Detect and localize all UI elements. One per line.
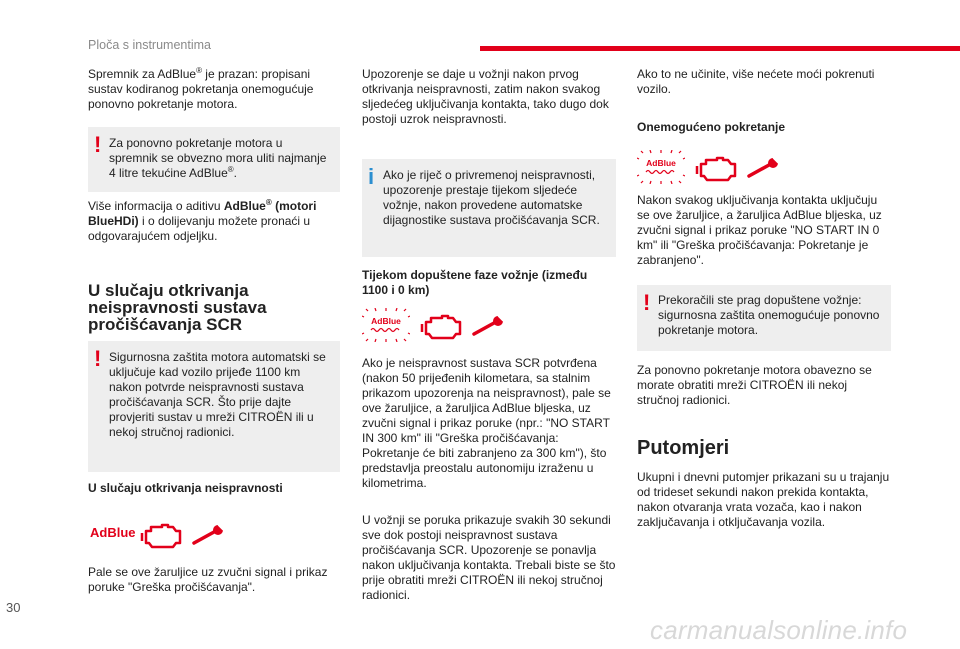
- header-accent-bar: [480, 46, 960, 51]
- info-icon: i: [368, 164, 375, 189]
- engine-lamp-icon: [695, 152, 739, 184]
- adblue-lamp-icon: AdBlue: [90, 525, 136, 540]
- col3-warning-text: Prekoračili ste prag dopuštene vožnje: sigurnosna zaštita onemogućuje ponovno pokretanje motora.: [658, 293, 880, 337]
- col3-subheading: Onemogućeno pokretanje: [637, 120, 786, 134]
- col2-info-box: [362, 159, 616, 257]
- col1-heading: U slučaju otkrivanja neispravnosti sustava pročišćavanja SCR: [88, 281, 267, 334]
- col1-warning-lamps: [88, 519, 248, 555]
- col3-heading: Putomjeri: [637, 437, 730, 459]
- warning-exclamation-icon: !: [643, 290, 651, 315]
- col1-warning-box-2: [88, 341, 340, 472]
- wrench-lamp-icon: [747, 156, 783, 180]
- col1-more-info: Više informacija o aditivu AdBlue® (motori BlueHDi) i o dolijevanju možete pronaći u odgovarajućem odjeljku.: [88, 198, 317, 243]
- col1-subheading: U slučaju otkrivanja neispravnosti: [88, 481, 283, 495]
- col1-warning-box: [88, 127, 340, 192]
- col1-intro: Spremnik za AdBlue® je prazan: propisani sustav kodiranog pokretanja onemogućuje ponovno pokretanje motora.: [88, 66, 314, 111]
- col1-bottom-text: Pale se ove žaruljice uz zvučni signal i prikaz poruke "Greška pročišćavanja".: [88, 565, 328, 594]
- col2-intro: Upozorenje se daje u vožnji nakon prvog otkrivanja neispravnosti, zatim nakon svakog sljedećeg uključivanja kontakta, tako dugo dok postoji uzrok neispravnosti.: [362, 67, 609, 126]
- warning-exclamation-icon: !: [94, 132, 102, 157]
- col1-warning2-text: Sigurnosna zaštita motora automatski se uključuje kad vozilo prijeđe 1100 km nakon potvrde neispravnosti sustava pročišćavanja SCR. Što prije dajte provjeriti sustav u mreži CITROËN ili u nekoj stručnoj radionici.: [109, 350, 326, 439]
- engine-lamp-icon: [420, 310, 464, 342]
- col3-warning-lamps: [637, 150, 797, 186]
- col3-para3: Ukupni i dnevni putomjer prikazani su u trajanju od trideset sekundi nakon prekida kontakta, nakon otvaranja vrata vozača, kao i nakon zaključavanja i otključavanja vozila.: [637, 470, 890, 529]
- col2-subheading: Tijekom dopuštene faze vožnje (između 1100 i 0 km): [362, 268, 588, 297]
- wrench-lamp-icon: [472, 314, 508, 338]
- adblue-flashing-lamp-icon: [637, 150, 685, 184]
- col3-warning-box: [637, 285, 891, 351]
- col2-para1: Ako je neispravnost sustava SCR potvrđena (nakon 50 prijeđenih kilometara, sa stalnim prikazom upozorenja na neispravnost), pale se ove žaruljice, a žaruljica AdBlue bljeska, uz zvučni signal i prikaz poruke (npr.: "NO START IN 300 km" ili "Greška pročišćavanja: Pokretanje će biti zabranjeno za 300 km"), što predstavlja preostalu autonomiju izraženu u kilometrima.: [362, 356, 611, 490]
- warning-exclamation-icon: !: [94, 346, 102, 371]
- engine-lamp-icon: [140, 519, 184, 551]
- col3-intro: Ako to ne učinite, više nećete moći pokrenuti vozilo.: [637, 67, 875, 96]
- wrench-lamp-icon: [192, 523, 228, 547]
- col1-warning-text: Za ponovno pokretanje motora u spremnik se obvezno mora uliti najmanje 4 litre tekućine AdBlue®.: [109, 136, 327, 180]
- col2-para2: U vožnji se poruka prikazuje svakih 30 sekundi sve dok postoji neispravnost sustava pročišćavanja SCR. Upozorenje se ponavlja nakon uključivanja kontakta. Trebali biste se što prije obratiti mreži CITROËN ili nekoj stručnoj radionici.: [362, 513, 616, 602]
- page-number: 30: [6, 600, 21, 615]
- svg-text:AdBlue: AdBlue: [646, 158, 676, 168]
- section-title: Ploča s instrumentima: [88, 38, 211, 52]
- col3-para2: Za ponovno pokretanje motora obavezno se morate obratiti mreži CITROËN ili nekoj stručnoj radionici.: [637, 363, 872, 407]
- svg-text:AdBlue: AdBlue: [371, 316, 401, 326]
- col3-para1: Nakon svakog uključivanja kontakta uključuju se ove žaruljice, a žaruljica AdBlue bljeska, uz zvučni signal i prikaz poruke "NO START IN 0 km" ili "Greška pročišćavanja: Pokretanje je zabranjeno".: [637, 193, 882, 267]
- watermark: carmanualsonline.info: [650, 615, 908, 645]
- col2-warning-lamps: [362, 308, 522, 344]
- adblue-flashing-lamp-icon: [362, 308, 410, 342]
- col2-info-text: Ako je riječ o privremenoj neispravnosti, upozorenje prestaje tijekom sljedeće vožnje, nakon provedene automatske dijagnostike sustava pročišćavanja SCR.: [383, 168, 600, 227]
